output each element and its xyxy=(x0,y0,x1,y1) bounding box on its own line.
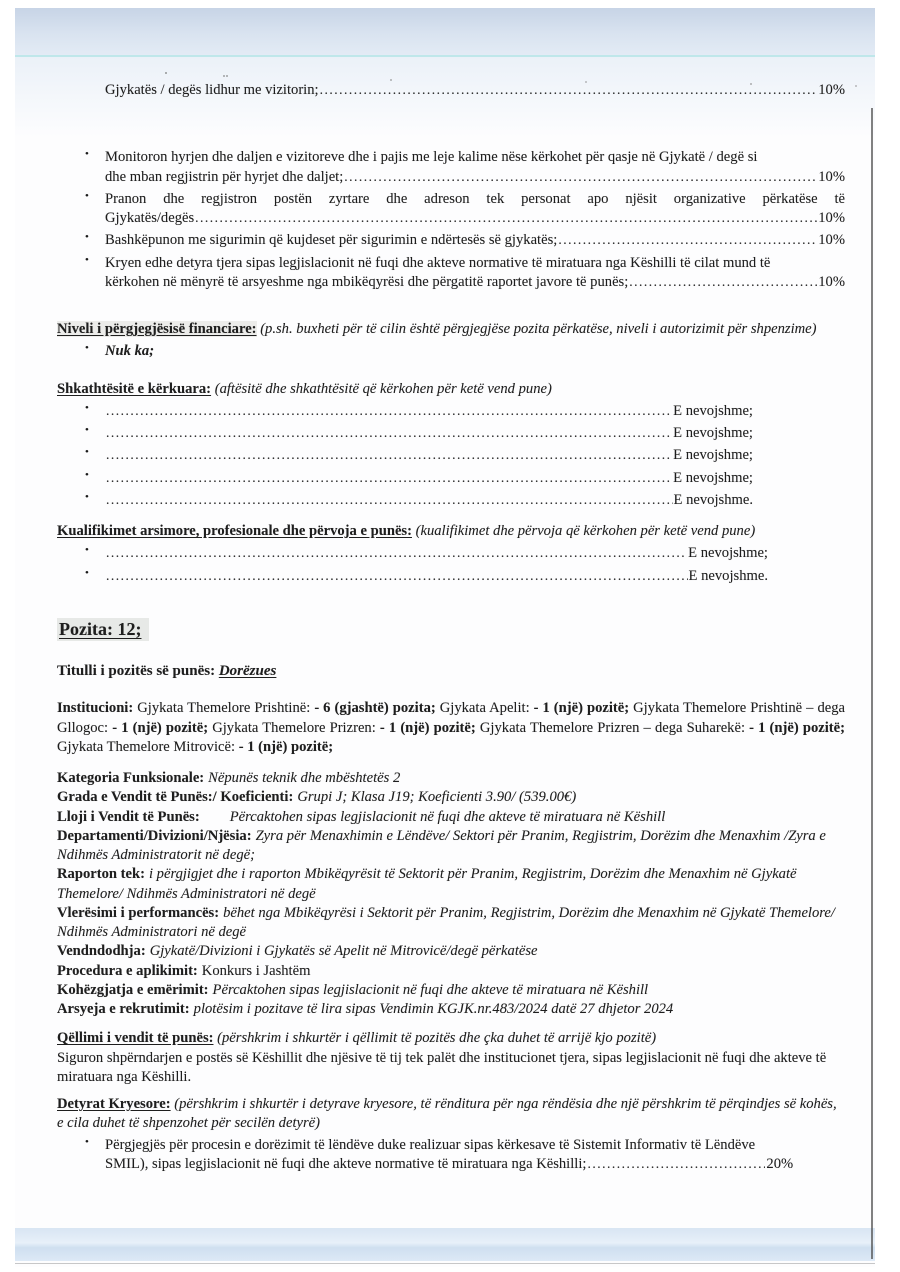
detail-value: Përcaktohen sipas legjislacionit në fuqi dhe akteve të miratuara në Këshill xyxy=(212,981,649,998)
detail-value: Përcaktohen sipas legjislacionit në fuqi dhe akteve të miratuara në Këshill xyxy=(229,808,666,825)
qualification-item-leader xyxy=(105,567,768,586)
main-duty-item-value: 20% xyxy=(766,1155,794,1172)
detail-row xyxy=(57,904,845,943)
duty-item-value: 10% xyxy=(818,210,845,226)
duty-item-line: Pranon dhe regjistron postën zyrtare dhe adreson tek personat apo njësit organizative përkatëse të xyxy=(105,190,845,207)
dot-leader xyxy=(106,469,672,488)
bullet-icon: • xyxy=(85,468,89,481)
detail-row xyxy=(57,827,845,866)
qualification-item-leader xyxy=(105,544,768,563)
detail-row xyxy=(57,865,845,904)
duty-item xyxy=(85,254,845,293)
purpose-body: Siguron shpërndarjen e postës së Këshillit dhe njësive të tij tek palët dhe institucionet tjera, sipas legjislacionit në fuqi dhe akteve të miratuara nga Këshilli. xyxy=(57,1049,827,1085)
skill-item-value: E nevojshme; xyxy=(673,425,753,441)
duty-item-line: Monitoron hyrjen dhe daljen e vizitoreve dhe i pajis me leje kalime nëse kërkohet për qasje në Gjykatë / degë si xyxy=(105,149,758,166)
duties-list xyxy=(57,148,845,292)
skill-item-body xyxy=(105,446,845,465)
duty-item-leader xyxy=(105,168,845,187)
skill-item-body xyxy=(105,424,845,443)
dot-leader xyxy=(195,209,817,228)
bullet-icon: • xyxy=(85,189,89,202)
institution-segment: - 1 (një) pozitë; xyxy=(112,719,213,736)
detail-value: Grupi J; Klasa J19; Koeficienti 3.90/ (539.00€) xyxy=(297,789,577,806)
detail-label: Raporton tek: xyxy=(57,866,145,883)
bullet-icon: • xyxy=(85,231,89,244)
institution-segment: Gjykata Themelore Prizren: xyxy=(212,719,380,736)
position-title-label: Titulli i pozitës së punës: xyxy=(57,662,216,679)
section-financial xyxy=(57,320,845,362)
detail-label: Departamenti/Divizioni/Njësia: xyxy=(57,827,252,844)
detail-label: Kohëzgjatja e emërimit: xyxy=(57,981,209,998)
institution-segment: - 1 (një) pozitë; xyxy=(749,719,845,736)
institution-segment: Gjykata Themelore Prishtinë – dega Gllogoc: xyxy=(57,700,845,736)
duty-item-value: 10% xyxy=(818,232,845,249)
skill-item-value: E nevojshme. xyxy=(673,491,753,508)
duty-item-body xyxy=(105,190,845,229)
institution-segment: Gjykata Themelore Mitrovicë: xyxy=(57,738,239,755)
dot-leader xyxy=(106,402,672,421)
main-duty-item-leader xyxy=(105,1155,793,1174)
scanned-document-page xyxy=(15,8,875,1267)
main-duties-note: (përshkrim i shkurtër i detyrave kryesore, të rënditura për nga rëndësia dhe një përshkrim të përqindjes së kohës, e cila duhet të shpenzohet për secilën detyrë) xyxy=(57,1096,837,1132)
institution-segment: Gjykata Themelore Prishtinë: xyxy=(137,700,315,717)
bullet-icon: • xyxy=(85,424,89,436)
dot-leader xyxy=(344,168,817,187)
qualification-item-body xyxy=(105,567,845,586)
position-heading xyxy=(57,618,845,642)
main-duty-item-text: SMIL), sipas legjislacionit në fuqi dhe akteve normative të miratuara nga Këshilli; xyxy=(105,1155,587,1172)
qualifications-note: (kualifikimet dhe përvoja që kërkohen për ketë vend pune) xyxy=(415,523,756,539)
detail-row xyxy=(57,769,845,788)
financial-heading: Niveli i përgjegjësisë financiare: xyxy=(57,321,257,337)
duty-item-text: Bashkëpunon me sigurimin që kujdeset për sigurimin e ndërtesës së gjykatës; xyxy=(105,232,558,249)
institution-segment: - 6 (gjashtë) pozita; xyxy=(314,700,440,717)
duty-item-leader xyxy=(105,273,845,292)
position-heading-text: Pozita: 12; xyxy=(57,618,149,641)
bullet-icon: • xyxy=(85,342,89,355)
duty-item xyxy=(85,190,845,229)
dot-leader xyxy=(106,491,673,510)
main-duties-list xyxy=(57,1136,845,1175)
detail-label: Procedura e aplikimit: xyxy=(57,962,198,979)
dot-leader xyxy=(558,231,817,250)
detail-row xyxy=(57,788,845,807)
duty-item xyxy=(85,231,845,250)
detail-value: i përgjigjet dhe i raporton Mbikëqyrësit të Sektorit për Pranim, Regjistrim, Dorëzim dhe Menaxhim në Gjykatë Themelore/ Ndihmës Administratori në degë xyxy=(57,866,797,902)
duty-item-body xyxy=(105,231,845,250)
duty-item-value: 10% xyxy=(818,168,845,185)
qualifications-heading: Kualifikimet arsimore, profesionale dhe përvoja e punës: xyxy=(57,523,412,539)
institution-segment: - 1 (një) pozitë; xyxy=(533,700,634,717)
financial-list xyxy=(57,342,845,361)
qualifications-intro xyxy=(57,522,845,541)
duty-item-value: 10% xyxy=(818,273,845,290)
skill-item-body xyxy=(105,491,845,510)
section-main-duties xyxy=(57,1095,845,1174)
bullet-icon: • xyxy=(85,544,89,557)
duty-item-text: dhe mban regjistrin për hyrjet dhe daljet; xyxy=(105,168,344,185)
purpose-intro xyxy=(57,1029,845,1048)
skill-item-leader xyxy=(105,446,753,465)
bullet-icon: • xyxy=(85,1135,89,1148)
detail-row xyxy=(57,962,845,981)
skills-intro xyxy=(57,380,845,399)
institution-segment: Gjykata Themelore Prizren – dega Suharekë: xyxy=(479,719,750,736)
detail-value: Konkurs i Jashtëm xyxy=(201,962,311,979)
institution-segment: Institucioni: xyxy=(57,700,138,717)
skill-item-leader xyxy=(105,424,753,443)
main-duty-item-body xyxy=(105,1136,845,1175)
duty-item-text: kërkohen në mënyrë të arsyeshme nga mbikëqyrësi dhe përgatitë raportet javore të punës; xyxy=(105,273,629,290)
bullet-icon: • xyxy=(85,446,89,459)
scan-right-edge-line xyxy=(871,108,873,1259)
qualifications-list xyxy=(57,544,845,586)
qualification-item xyxy=(85,567,845,586)
dot-leader xyxy=(106,424,672,443)
detail-value: Nëpunës teknik dhe mbështetës 2 xyxy=(208,770,401,787)
dot-leader xyxy=(587,1155,765,1174)
detail-label: Vendndodhja: xyxy=(57,943,146,960)
carryover-text: Gjykatës / degës lidhur me vizitorin; xyxy=(105,82,319,98)
dot-leader xyxy=(629,273,817,292)
dot-leader xyxy=(320,81,818,100)
skill-item xyxy=(85,446,845,465)
skill-item xyxy=(85,491,845,510)
detail-value: Zyra për Menaxhimin e Lëndëve/ Sektori për Pranim, Regjistrim, Dorëzim dhe Menaxhim /Zyra e Ndihmës Administratorit në degë; xyxy=(57,827,826,864)
detail-value: plotësim i pozitave të lira sipas Vendimin KGJK.nr.483/2024 datë 27 dhjetor 2024 xyxy=(193,1001,674,1018)
detail-label: Lloji i Vendit të Punës: xyxy=(57,808,200,825)
section-purpose xyxy=(57,1029,845,1087)
skill-item xyxy=(85,402,845,421)
purpose-note: (përshkrim i shkurtër i qëllimit të pozitës dhe çka duhet të arrijë kjo pozitë) xyxy=(217,1030,657,1047)
duty-item-leader xyxy=(105,209,845,228)
detail-value: bëhet nga Mbikëqyrësi i Sektorit për Pranim, Regjistrim, Dorëzim dhe Menaxhim në Gjykatë Themelore/ Ndihmës Administratori në degë xyxy=(57,904,835,941)
skills-heading: Shkathtësitë e kërkuara: xyxy=(57,380,212,397)
qualification-item-value: E nevojshme. xyxy=(688,567,768,584)
skill-item-body xyxy=(105,402,845,421)
detail-value: Gjykatë/Divizioni i Gjykatës së Apelit në Mitrovicë/degë përkatëse xyxy=(149,943,538,960)
carryover-line xyxy=(57,81,845,100)
position-title-line xyxy=(57,662,845,682)
position-title-value: Dorëzues xyxy=(218,662,277,679)
duty-item-body xyxy=(105,254,845,293)
purpose-heading: Qëllimi i vendit të punës: xyxy=(57,1030,214,1047)
detail-label: Grada e Vendit të Punës:/ Koeficienti: xyxy=(57,789,294,806)
qualification-item-body xyxy=(105,544,845,563)
section-qualifications xyxy=(57,522,845,586)
skill-item xyxy=(85,424,845,443)
skills-list xyxy=(57,402,845,510)
detail-row xyxy=(57,1000,845,1019)
document-content xyxy=(15,57,875,1267)
bullet-icon: • xyxy=(85,566,89,579)
financial-item-text: Nuk ka; xyxy=(105,343,155,360)
section-skills xyxy=(57,380,845,511)
scan-artifact-specks xyxy=(165,72,167,74)
main-duty-item-line: Përgjegjës për procesin e dorëzimit të lëndëve duke realizuar sipas kërkesave të Sistemit Informativ të Lëndëve xyxy=(105,1136,756,1153)
detail-row xyxy=(57,942,845,961)
scan-bottom-edge-line xyxy=(15,1263,875,1264)
financial-item xyxy=(85,342,845,361)
bullet-icon: • xyxy=(85,401,89,414)
skill-item-leader xyxy=(105,491,753,510)
details-block xyxy=(57,769,845,1019)
dot-leader xyxy=(106,544,687,563)
carryover-value: 10% xyxy=(818,82,845,98)
skill-item-body xyxy=(105,469,845,488)
institution-segment: Gjykata Apelit: xyxy=(439,700,534,717)
skill-item-value: E nevojshme; xyxy=(673,469,753,486)
detail-label: Vlerësimi i performancës: xyxy=(57,904,220,921)
main-duties-intro xyxy=(57,1095,845,1134)
skill-item-leader xyxy=(105,469,753,488)
qualification-item-value: E nevojshme; xyxy=(688,545,768,562)
dot-leader xyxy=(106,446,672,465)
financial-intro xyxy=(57,320,845,339)
detail-label: Kategoria Funksionale: xyxy=(57,770,205,787)
bullet-icon: • xyxy=(85,148,89,161)
skill-item xyxy=(85,469,845,488)
institution-paragraph xyxy=(57,699,845,757)
duty-item-line: Kryen edhe detyra tjera sipas legjislacionit në fuqi dhe akteve normative të miratuara nga Këshilli të cilat mund të xyxy=(105,254,771,271)
dot-leader xyxy=(106,567,688,586)
bullet-icon: • xyxy=(85,253,89,266)
qualification-item xyxy=(85,544,845,563)
main-duties-heading: Detyrat Kryesore: xyxy=(57,1096,171,1113)
financial-note: (p.sh. buxheti për të cilin është përgjegjëse pozita përkatëse, niveli i autorizimit për shpenzime) xyxy=(260,321,817,337)
skill-item-value: E nevojshme; xyxy=(673,402,753,419)
duty-item xyxy=(85,148,845,187)
detail-row xyxy=(57,808,845,827)
skill-item-leader xyxy=(105,402,753,421)
detail-row xyxy=(57,981,845,1000)
duty-item-text: Gjykatës/degës xyxy=(105,210,195,226)
skills-note: (aftësitë dhe shkathtësitë që kërkohen për ketë vend pune) xyxy=(214,380,552,397)
main-duty-item xyxy=(85,1136,845,1175)
detail-label: Arsyeja e rekrutimit: xyxy=(57,1001,190,1018)
duty-item-leader xyxy=(105,231,845,250)
bullet-icon: • xyxy=(85,490,89,503)
duty-item-body xyxy=(105,148,845,187)
scan-top-band xyxy=(15,8,875,57)
skill-item-value: E nevojshme; xyxy=(673,447,753,464)
scan-bottom-band xyxy=(15,1228,875,1261)
institution-segment: - 1 (një) pozitë; xyxy=(238,738,334,755)
institution-segment: - 1 (një) pozitë; xyxy=(379,719,480,736)
